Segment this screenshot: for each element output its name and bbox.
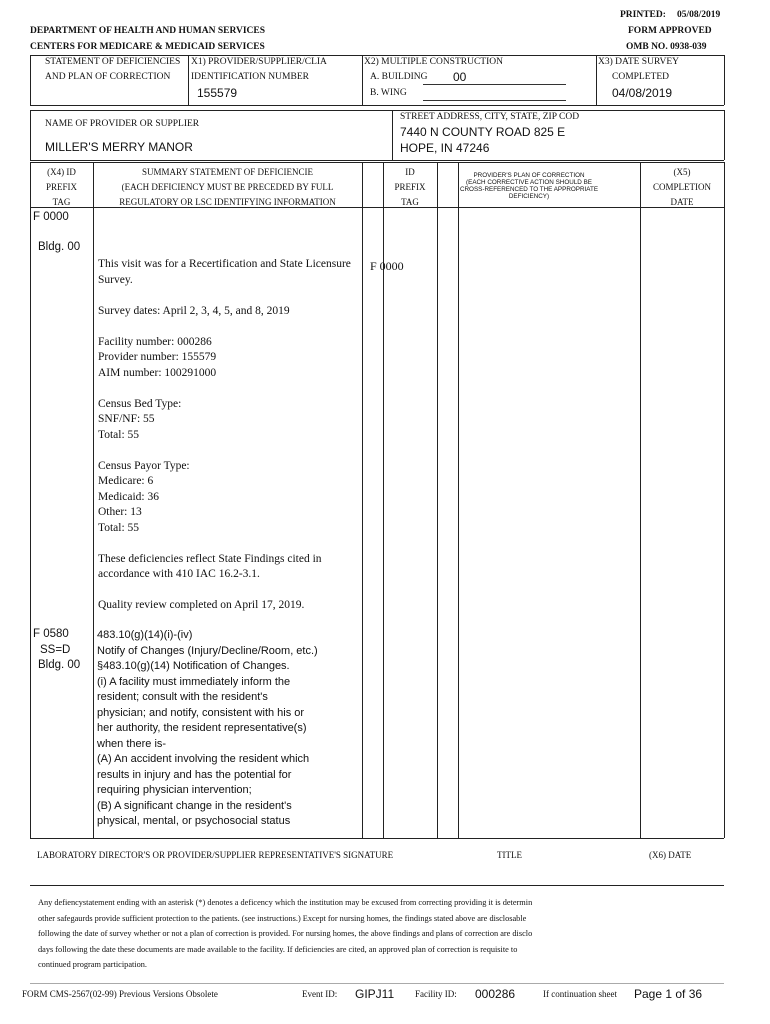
provider-number: Provider number: 155579 <box>98 351 217 363</box>
rule <box>640 162 641 838</box>
printed-date: 05/08/2019 <box>677 10 721 20</box>
regulation-line: when there is- <box>97 737 167 750</box>
rule <box>596 55 597 105</box>
id-header <box>383 165 437 210</box>
identification-label: IDENTIFICATION NUMBER <box>191 72 309 82</box>
rule <box>724 162 725 838</box>
regulation-line: §483.10(g)(14) Notification of Changes. <box>97 660 290 672</box>
regulation-line: requiring physician intervention; <box>97 784 252 796</box>
id-header-line: PREFIX <box>394 182 426 192</box>
rule <box>30 55 31 105</box>
prefix-tag-1: F 0000 <box>33 211 69 223</box>
signature-label: LABORATORY DIRECTOR'S OR PROVIDER/SUPPLIER REPRESENTATIVE'S SIGNATURE <box>37 850 394 860</box>
regulation-line: Notify of Changes (Injury/Decline/Room, etc.) <box>97 644 318 657</box>
x4-header <box>30 165 93 210</box>
x4-header-line: PREFIX <box>45 182 77 192</box>
x4-header-line: TAG <box>52 197 71 207</box>
survey-date-value: 04/08/2019 <box>612 86 673 100</box>
regulation-line: 483.10(g)(14)(i)-(iv) <box>97 629 193 641</box>
statement-label: STATEMENT OF DEFICIENCIES <box>45 57 181 67</box>
regulation-line: resident; consult with the resident's <box>97 691 268 703</box>
printed-label: PRINTED: <box>620 10 666 20</box>
plan-header-line: CROSS-REFERENCED TO THE APPROPRIATE <box>459 186 599 193</box>
census-medicare: Medicare: 6 <box>98 475 154 487</box>
omb-number: OMB NO. 0938-039 <box>626 42 707 52</box>
census-bed-title: Census Bed Type: <box>98 397 182 410</box>
census-bed-total: Total: 55 <box>98 428 140 441</box>
regulation-line: (B) A significant change in the resident's <box>97 799 292 812</box>
quality-review: Quality review completed on April 17, 2019. <box>98 599 305 611</box>
summary-header-line: REGULATORY OR LSC IDENTIFYING INFORMATION <box>119 197 336 207</box>
regulation-line: results in injury and has the potential for <box>97 768 292 781</box>
completed-label: COMPLETED <box>612 72 669 82</box>
regulation-line: physical, mental, or psychosocial status <box>97 815 291 827</box>
rule <box>724 110 725 160</box>
provider-id-value: 155579 <box>197 86 238 100</box>
footer-rule <box>30 983 724 984</box>
rule <box>30 162 31 838</box>
disclaimer <box>38 895 532 973</box>
disclaimer-line: following the date of survey whether or not a plan of correction is provided. For nursing homes, the above findings and plans of correction are disclo <box>38 929 533 938</box>
building-tag-1: Bldg. 00 <box>38 241 81 253</box>
facility-number: Facility number: 000286 <box>98 335 212 348</box>
page-number: Page 1 of 36 <box>634 987 703 1001</box>
rule <box>188 55 189 105</box>
rule <box>30 885 724 886</box>
provider-name-label: NAME OF PROVIDER OR SUPPLIER <box>45 119 200 129</box>
severity-scope: SS=D <box>40 644 71 656</box>
x4-header-line: (X4) ID <box>47 167 76 177</box>
regulation-text <box>97 628 362 830</box>
address-label: STREET ADDRESS, CITY, STATE, ZIP COD <box>400 112 580 122</box>
id-header-line: ID <box>405 167 415 177</box>
address-line1: 7440 N COUNTY ROAD 825 E <box>400 125 566 139</box>
rule <box>458 162 459 838</box>
form-number: FORM CMS-2567(02-99) Previous Versions Obsolete <box>22 989 218 999</box>
x1-label: X1) PROVIDER/SUPPLIER/CLIA <box>191 57 327 67</box>
rule <box>437 162 438 838</box>
rule <box>93 162 94 838</box>
x5-header-line: COMPLETION <box>653 182 711 192</box>
rule <box>30 110 724 111</box>
regulation-line: (A) An accident involving the resident which <box>97 753 310 765</box>
regulation-line: physician; and notify, consistent with his or <box>97 706 305 719</box>
deficiency-summary-1 <box>98 257 363 629</box>
rule <box>30 105 724 106</box>
cms-title: CENTERS FOR MEDICARE & MEDICAID SERVICES <box>30 42 265 52</box>
census-payor-title: Census Payor Type: <box>98 459 190 472</box>
address-line2: HOPE, IN 47246 <box>400 141 490 155</box>
census-other: Other: 13 <box>98 506 142 518</box>
regulation-line: her authority, the resident representative(s) <box>97 722 307 734</box>
x5-header <box>640 165 724 210</box>
disclaimer-line: continued program participation. <box>38 960 147 969</box>
plan-label: AND PLAN OF CORRECTION <box>45 72 171 82</box>
rule <box>30 110 31 160</box>
plan-header-line: PROVIDER'S PLAN OF CORRECTION <box>473 172 585 179</box>
rule <box>724 55 725 105</box>
census-snf: SNF/NF: 55 <box>98 413 155 425</box>
state-findings: These deficiencies reflect State Findings cited in accordance with 410 IAC 16.2-3.1. <box>98 552 322 580</box>
signature-date-label: (X6) DATE <box>649 850 692 860</box>
building-line <box>423 84 566 85</box>
rule <box>392 110 393 160</box>
facility-id-value: 000286 <box>475 987 516 1001</box>
provider-name-value: MILLER'S MERRY MANOR <box>45 140 193 154</box>
wing-label: B. WING <box>370 88 407 98</box>
plan-header-line: DEFICIENCY) <box>508 193 550 200</box>
form-approved: FORM APPROVED <box>628 26 712 36</box>
census-payor-total: Total: 55 <box>98 521 140 534</box>
rule <box>30 162 724 163</box>
rule <box>30 55 724 56</box>
building-value: 00 <box>453 70 467 84</box>
wing-line <box>423 100 566 101</box>
regulation-line: (i) A facility must immediately inform the <box>97 675 291 688</box>
survey-intro: This visit was for a Recertification and State Licensure Survey. <box>98 258 351 286</box>
building-tag-2: Bldg. 00 <box>38 659 81 671</box>
rule <box>30 160 724 161</box>
x2-label: X2) MULTIPLE CONSTRUCTION <box>364 57 503 67</box>
summary-header-line: SUMMARY STATEMENT OF DEFICIENCIE <box>141 167 314 177</box>
building-label: A. BUILDING <box>370 72 428 82</box>
id-prefix-tag-1: F 0000 <box>370 259 404 273</box>
x5-header-line: DATE <box>670 197 694 207</box>
event-id-value: GIPJ11 <box>355 987 395 1001</box>
x5-header-line: (X5) <box>673 167 691 177</box>
continuation-label: If continuation sheet <box>543 989 617 999</box>
rule <box>362 55 363 105</box>
census-medicaid: Medicaid: 36 <box>98 490 159 503</box>
event-id-label: Event ID: <box>302 989 338 999</box>
title-label: TITLE <box>497 850 522 860</box>
department-title: DEPARTMENT OF HEALTH AND HUMAN SERVICES <box>30 26 266 36</box>
summary-header <box>93 165 362 210</box>
x3-label: X3) DATE SURVEY <box>598 57 680 67</box>
id-header-line: TAG <box>401 197 419 207</box>
rule <box>30 838 724 839</box>
plan-header-line: (EACH CORRECTIVE ACTION SHOULD BE <box>466 179 592 186</box>
survey-dates: Survey dates: April 2, 3, 4, 5, and 8, 2019 <box>98 304 290 317</box>
summary-header-line: (EACH DEFICIENCY MUST BE PRECEDED BY FULL <box>121 182 334 192</box>
disclaimer-line: Any defiencystatement ending with an asterisk (*) denotes a deficency which the institution may be excused from correcting providing it is determin <box>38 898 533 907</box>
prefix-tag-2: F 0580 <box>33 628 69 640</box>
aim-number: AIM number: 100291000 <box>98 366 217 379</box>
facility-id-label: Facility ID: <box>415 989 457 999</box>
disclaimer-line: other safegaurds provide sufficient protection to the patients. (see instructions.) Except for nursing homes, the findings stated above are disclosable <box>38 913 527 923</box>
plan-header <box>440 172 618 200</box>
disclaimer-line: days following the date these documents are made available to the facility. If deficiencies are cited, an approved plan of correction is requisite to <box>38 944 518 954</box>
